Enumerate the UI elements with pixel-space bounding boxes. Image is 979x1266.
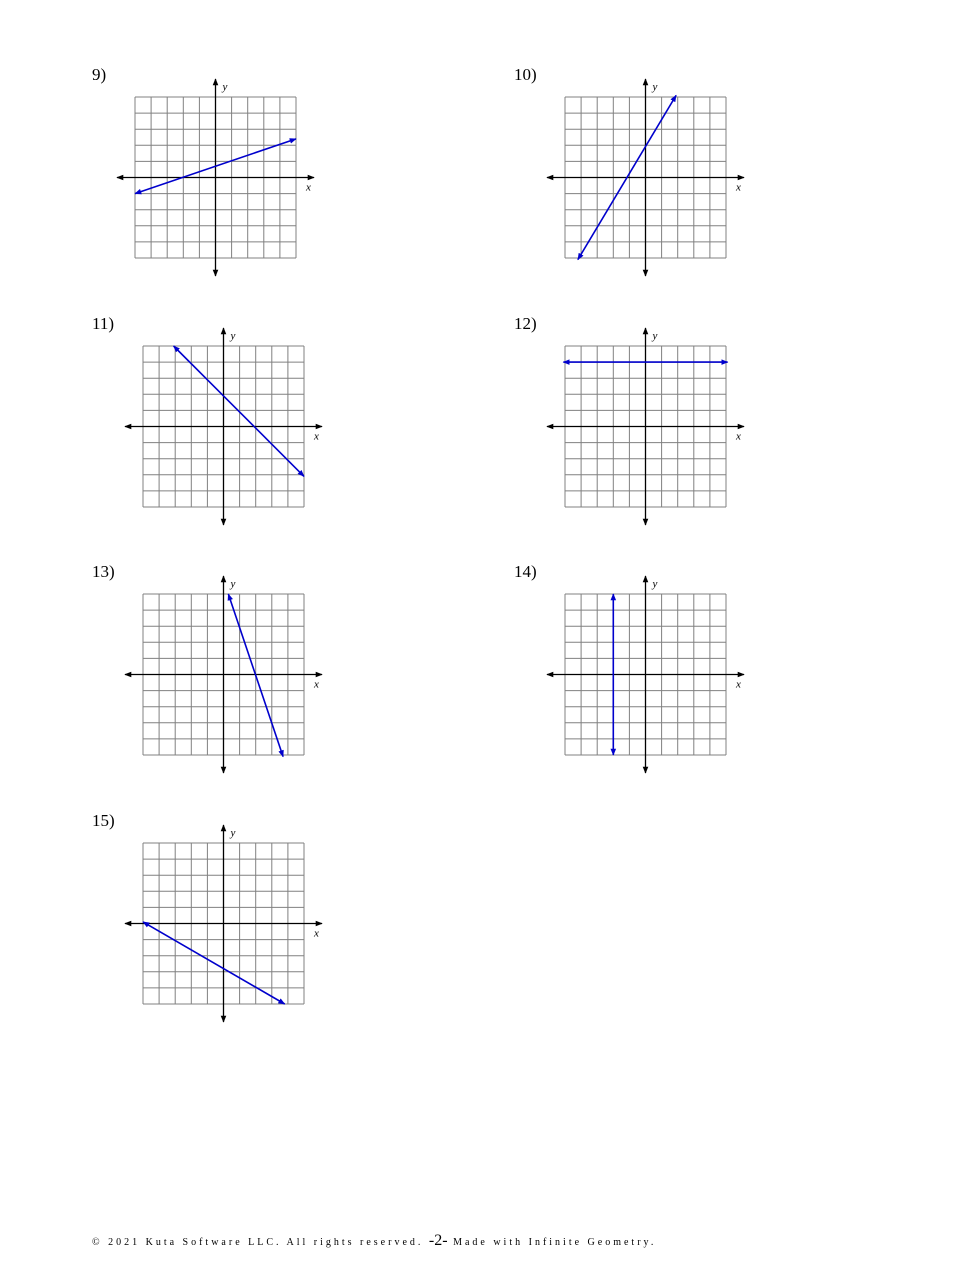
- y-axis-label: y: [230, 330, 236, 342]
- x-axis-label: x: [314, 678, 319, 691]
- y-axis-label: y: [652, 81, 658, 93]
- y-axis-label: y: [230, 827, 236, 839]
- problem-number: 12): [514, 314, 537, 333]
- coordinate-grid: [514, 563, 744, 778]
- problem-number: 15): [92, 811, 115, 830]
- x-axis-label: x: [306, 181, 311, 194]
- coordinate-grid: [92, 812, 322, 1027]
- x-axis-label: x: [314, 927, 319, 940]
- x-axis-label: x: [736, 678, 741, 691]
- y-axis-label: y: [652, 578, 658, 590]
- graphed-line: [143, 922, 285, 1004]
- page-number: -2-: [428, 1232, 448, 1249]
- coordinate-grid: [92, 315, 322, 530]
- coordinate-grid: [514, 315, 744, 530]
- x-axis-label: x: [314, 430, 319, 443]
- copyright-text: © 2021 Kuta Software LLC. All rights reserved.: [92, 1237, 424, 1248]
- problem-number: 10): [514, 65, 537, 84]
- problem-number: 14): [514, 562, 537, 581]
- problem-number: 9): [92, 65, 107, 84]
- problem-number: 11): [92, 314, 115, 333]
- coordinate-grid: [514, 66, 744, 281]
- coordinate-grid: [92, 66, 322, 281]
- x-axis-label: x: [736, 181, 741, 194]
- made-with-text: Made with Infinite Geometry.: [453, 1237, 657, 1248]
- graphed-line: [174, 346, 304, 476]
- problem-number: 13): [92, 562, 115, 581]
- x-axis-label: x: [736, 430, 741, 443]
- page-footer: [92, 1232, 656, 1250]
- coordinate-grid: [92, 563, 322, 778]
- y-axis-label: y: [230, 578, 236, 590]
- y-axis-label: y: [222, 81, 228, 93]
- y-axis-label: y: [652, 330, 658, 342]
